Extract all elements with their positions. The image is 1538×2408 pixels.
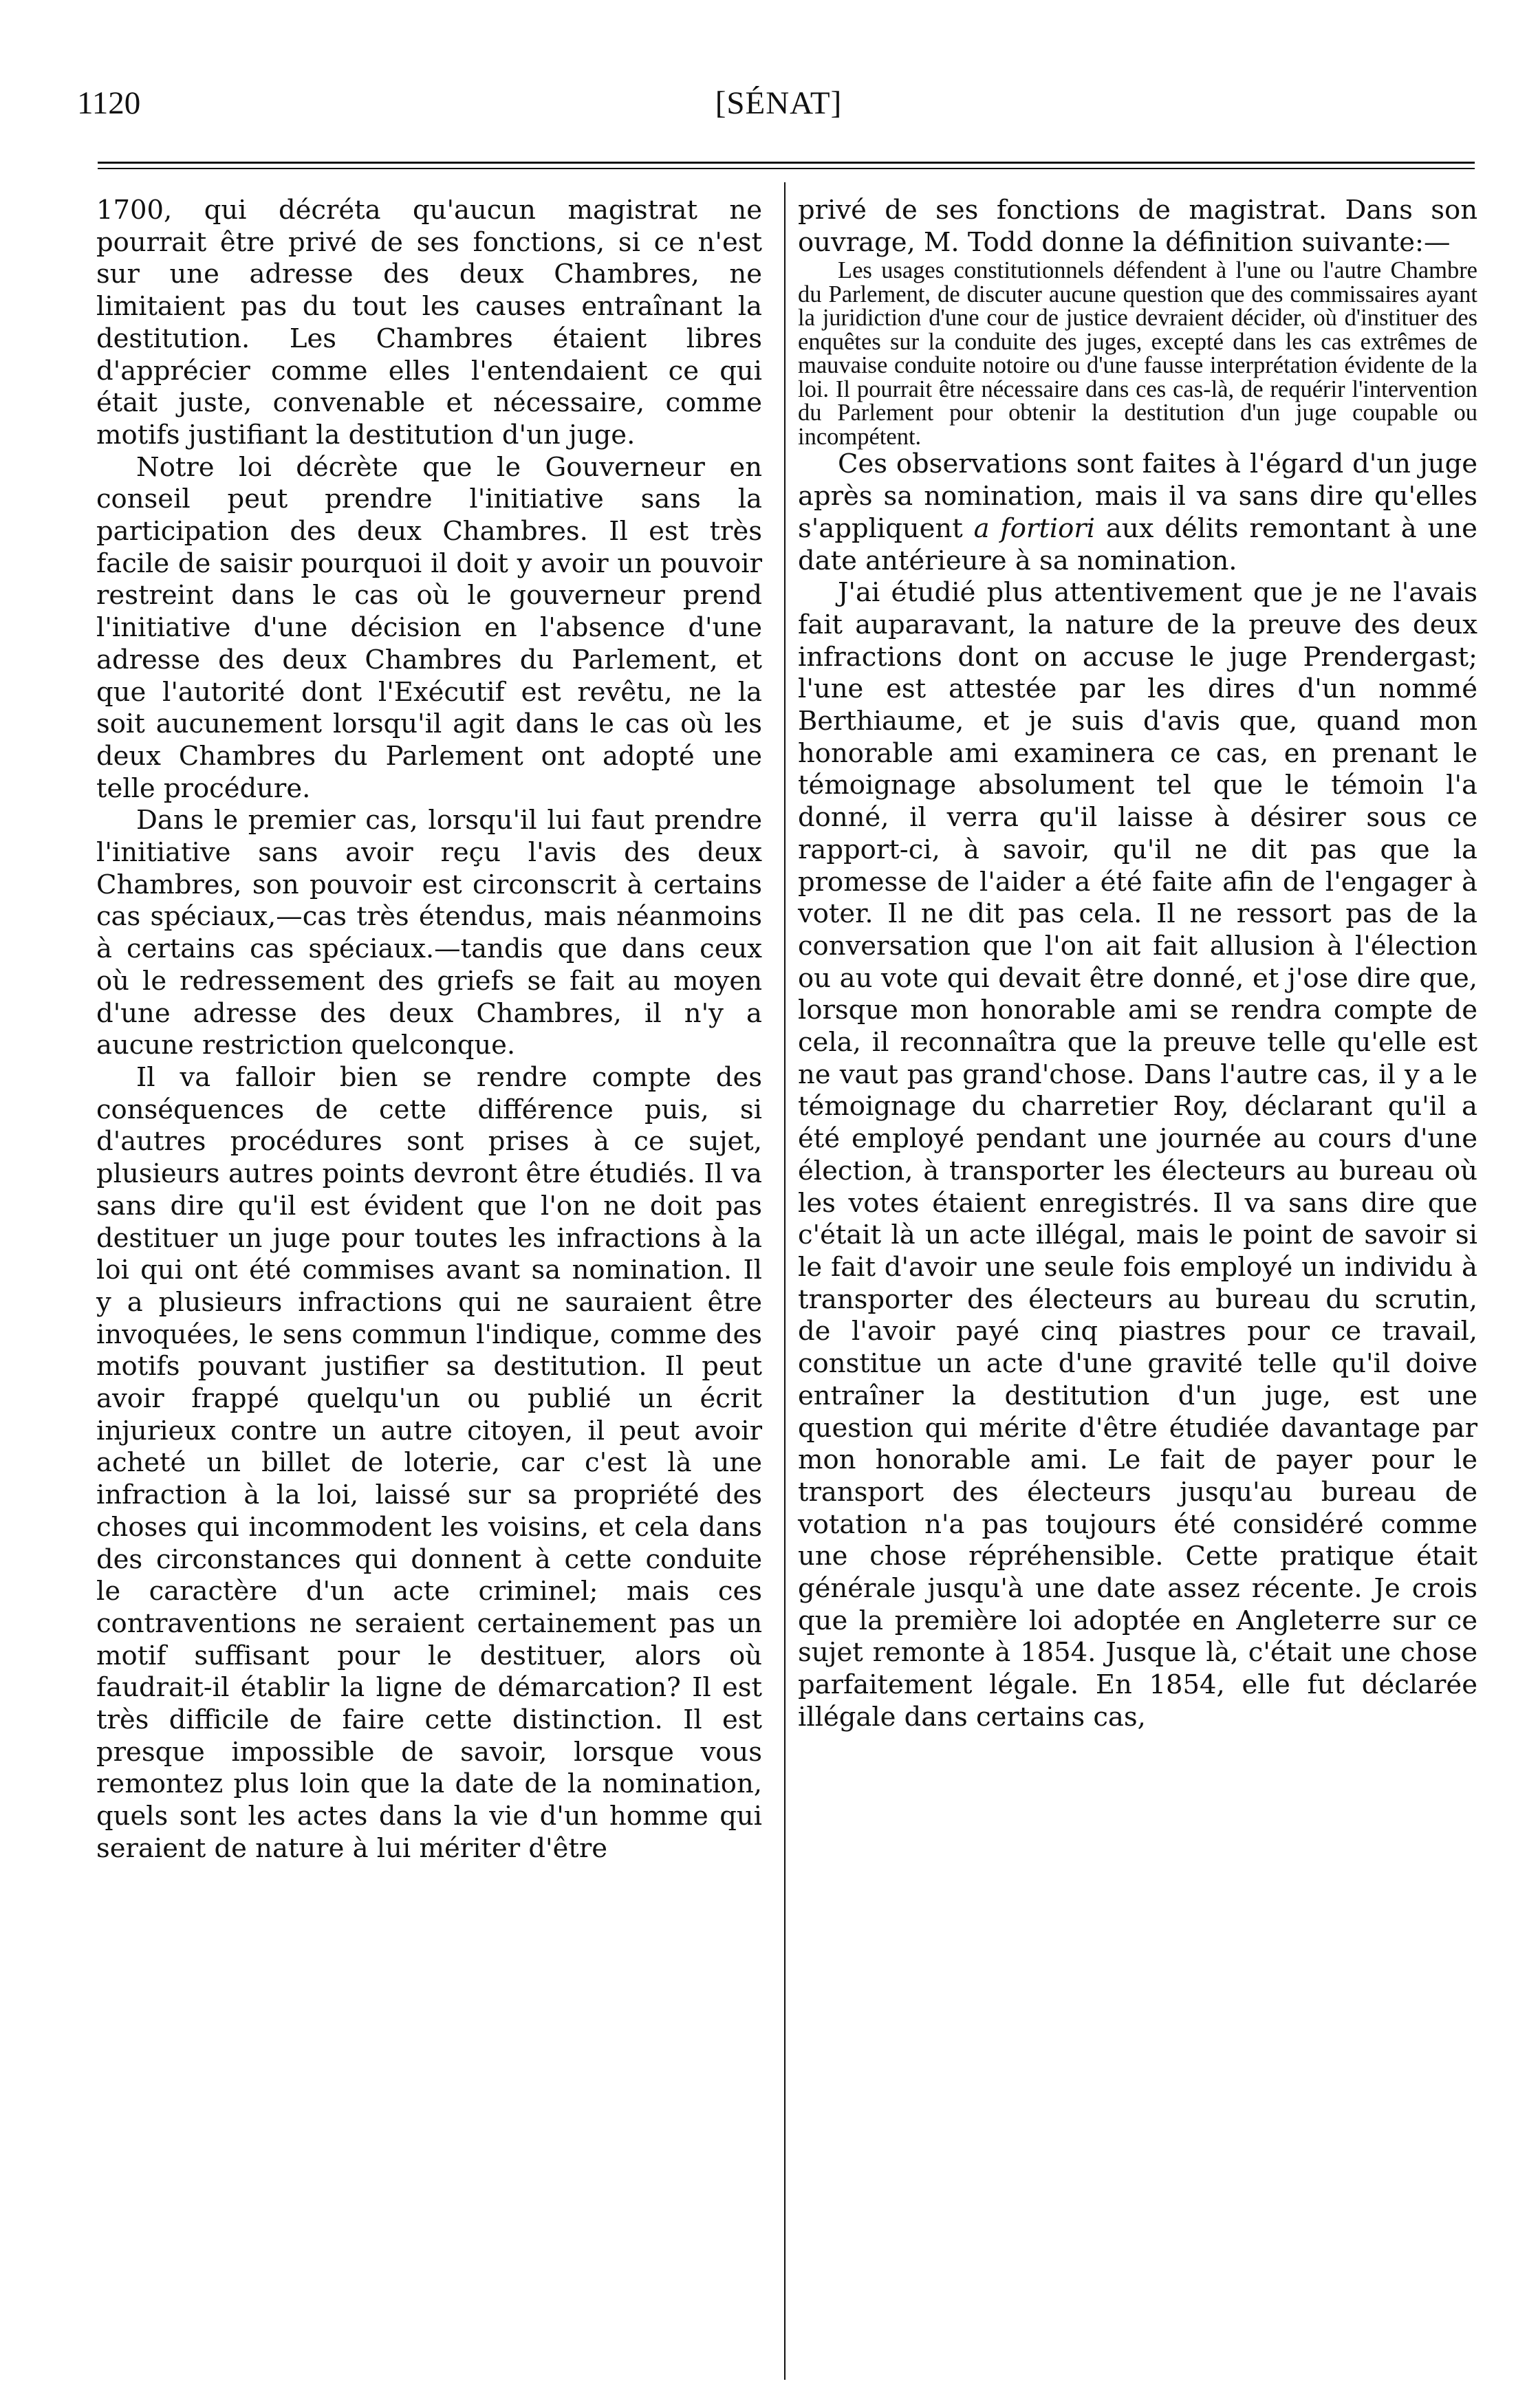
left-paragraph-3: Dans le premier cas, lorsqu'il lui faut prendre l'initiative sans avoir reçu l'avis des deux Chambres, son pouvoir est circonscrit à certains cas spéciaux,—cas très étendus, mais néanmoins à certains cas spéciaux.—tandis que dans ceux où le redressement des griefs se fait au moyen d'une adresse des deux Chambres, il n'y a aucune restriction quelconque. [96,805,762,1061]
left-paragraph-1: 1700, qui décréta qu'aucun magistrat ne pourrait être privé de ses fonctions, si ce n'est sur une adresse des deux Chambres, ne limitaient pas du tout les causes entraînant la destitution. Les Chambres étaient libres d'apprécier comme elles l'entendaient ce qui était juste, convenable et nécessaire, comme motifs justifiant la destitution d'un juge. [96,195,762,451]
left-paragraph-4: Il va falloir bien se rendre compte des conséquences de cette différence puis, si d'autres procédures sont prises à ce sujet, plusieurs autres points devront être étudiés. Il va sans dire qu'il est évident que l'on ne doit pas destituer un juge pour toutes les infractions à la loi qui ont été commises avant sa nomination. Il y a plusieurs infractions qui ne sauraient être invoquées, le sens commun l'indique, comme des motifs pouvant justifier sa destitution. Il peut avoir frappé quelqu'un ou publié un écrit injurieux contre un autre citoyen, il peut avoir acheté un billet de loterie, car c'est là une infraction à la loi, laissé sur sa propriété des choses qui incommodent les voisins, et cela dans des circonstances qui donnent à cette conduite le caractère d'un acte criminel; mais ces contraventions ne seraient certainement pas un motif suffisant pour le destituer, alors où faudrait-il établir la ligne de démarcation? Il est très difficile de faire cette distinction. Il est presque impossible de savoir, lorsque vous remontez plus loin que la date de la nomination, quels sont les actes dans la vie d'un homme qui seraient de nature à lui mériter d'être [96,1061,762,1864]
right-column [798,195,1477,1734]
right-paragraph-2-start: Ces observations sont faites à l'égard d'un juge après sa nomination, mais il va sans dire qu'elles s'appliquent [798,448,1477,544]
header-rule-top [98,162,1475,164]
right-paragraph-2 [798,448,1477,577]
left-column [96,195,762,1865]
right-paragraph-3: J'ai étudié plus attentivement que je ne l'avais fait auparavant, la nature de la preuve des deux infractions dont on accuse le juge Prendergast; l'une est attestée par les dires d'un nommé Berthiaume, et je suis d'avis que, quand mon honorable ami examinera ce cas, en prenant le témoignage absolument tel que le témoin l'a donné, il verra qu'il laisse à désirer sous ce rapport-ci, à savoir, qu'il ne dit pas que la promesse de l'aider a été faite afin de l'engager à voter. Il ne dit pas cela. Il ne ressort pas de la conversation que l'on ait fait allusion à l'élection ou au vote qui devait être donné, et j'ose dire que, lorsque mon honorable ami se rendra compte de cela, il reconnaîtra que la preuve telle qu'elle est ne vaut pas grand'chose. Dans l'autre cas, il y a le témoignage du charretier Roy, déclarant qu'il a été employé pendant une journée au cours d'une élection, à transporter les électeurs au bureau où les votes étaient enregistrés. Il va sans dire que c'était là un acte illégal, mais le point de savoir si le fait d'avoir une seule fois employé un individu à transporter des électeurs au bureau du scrutin, de l'avoir payé cinq piastres pour ce travail, constitue un acte d'une gravité telle qu'il doive entraîner la destitution d'un juge, est une question qui mérite d'être étudiée davantage par mon honorable ami. Le fait de payer pour le transport des électeurs jusqu'au bureau de votation n'a pas toujours été considéré comme une chose répréhensible. Cette pratique était générale jusqu'à une date assez récente. Je crois que la première loi adoptée en Angleterre sur ce sujet remonte à 1854. Jusque là, c'était une chose parfaitement légale. En 1854, elle fut déclarée illégale dans certains cas, [798,577,1477,1733]
page-number: 1120 [77,85,141,121]
right-paragraph-1: privé de ses fonctions de magistrat. Dans son ouvrage, M. Todd donne la définition suivante:— [798,195,1477,258]
column-divider [784,182,786,2380]
running-head: [SÉNAT] [715,85,843,121]
right-paragraph-2-end: aux délits remontant à une date antérieure à sa nomination. [798,512,1477,576]
header-rule-bottom [98,168,1475,169]
page-header [77,83,1480,124]
a-fortiori-italic: a fortiori [973,512,1095,544]
block-quote-todd: Les usages constitutionnels défendent à l'une ou l'autre Chambre du Parlement, de discuter aucune question que des commissaires ayant la juridiction d'une cour de justice devraient décider, où d'instituer des enquêtes sur la conduite des juges, excepté dans les cas extrêmes de mauvaise conduite notoire ou d'une fausse interprétation évidente de la loi. Il pourrait être nécessaire dans ces cas-là, de requérir l'intervention du Parlement pour obtenir la destitution d'un juge coupable ou incompétent. [798,257,1477,450]
left-paragraph-2: Notre loi décrète que le Gouverneur en conseil peut prendre l'initiative sans la participation des deux Chambres. Il est très facile de saisir pourquoi il doit y avoir un pouvoir restreint dans le cas où le gouverneur prend l'initiative d'une décision en l'absence d'une adresse des deux Chambres du Parlement, et que l'autorité dont l'Exécutif est revêtu, ne la soit aucunement lorsqu'il agit dans le cas où les deux Chambres du Parlement ont adopté une telle procédure. [96,451,762,804]
